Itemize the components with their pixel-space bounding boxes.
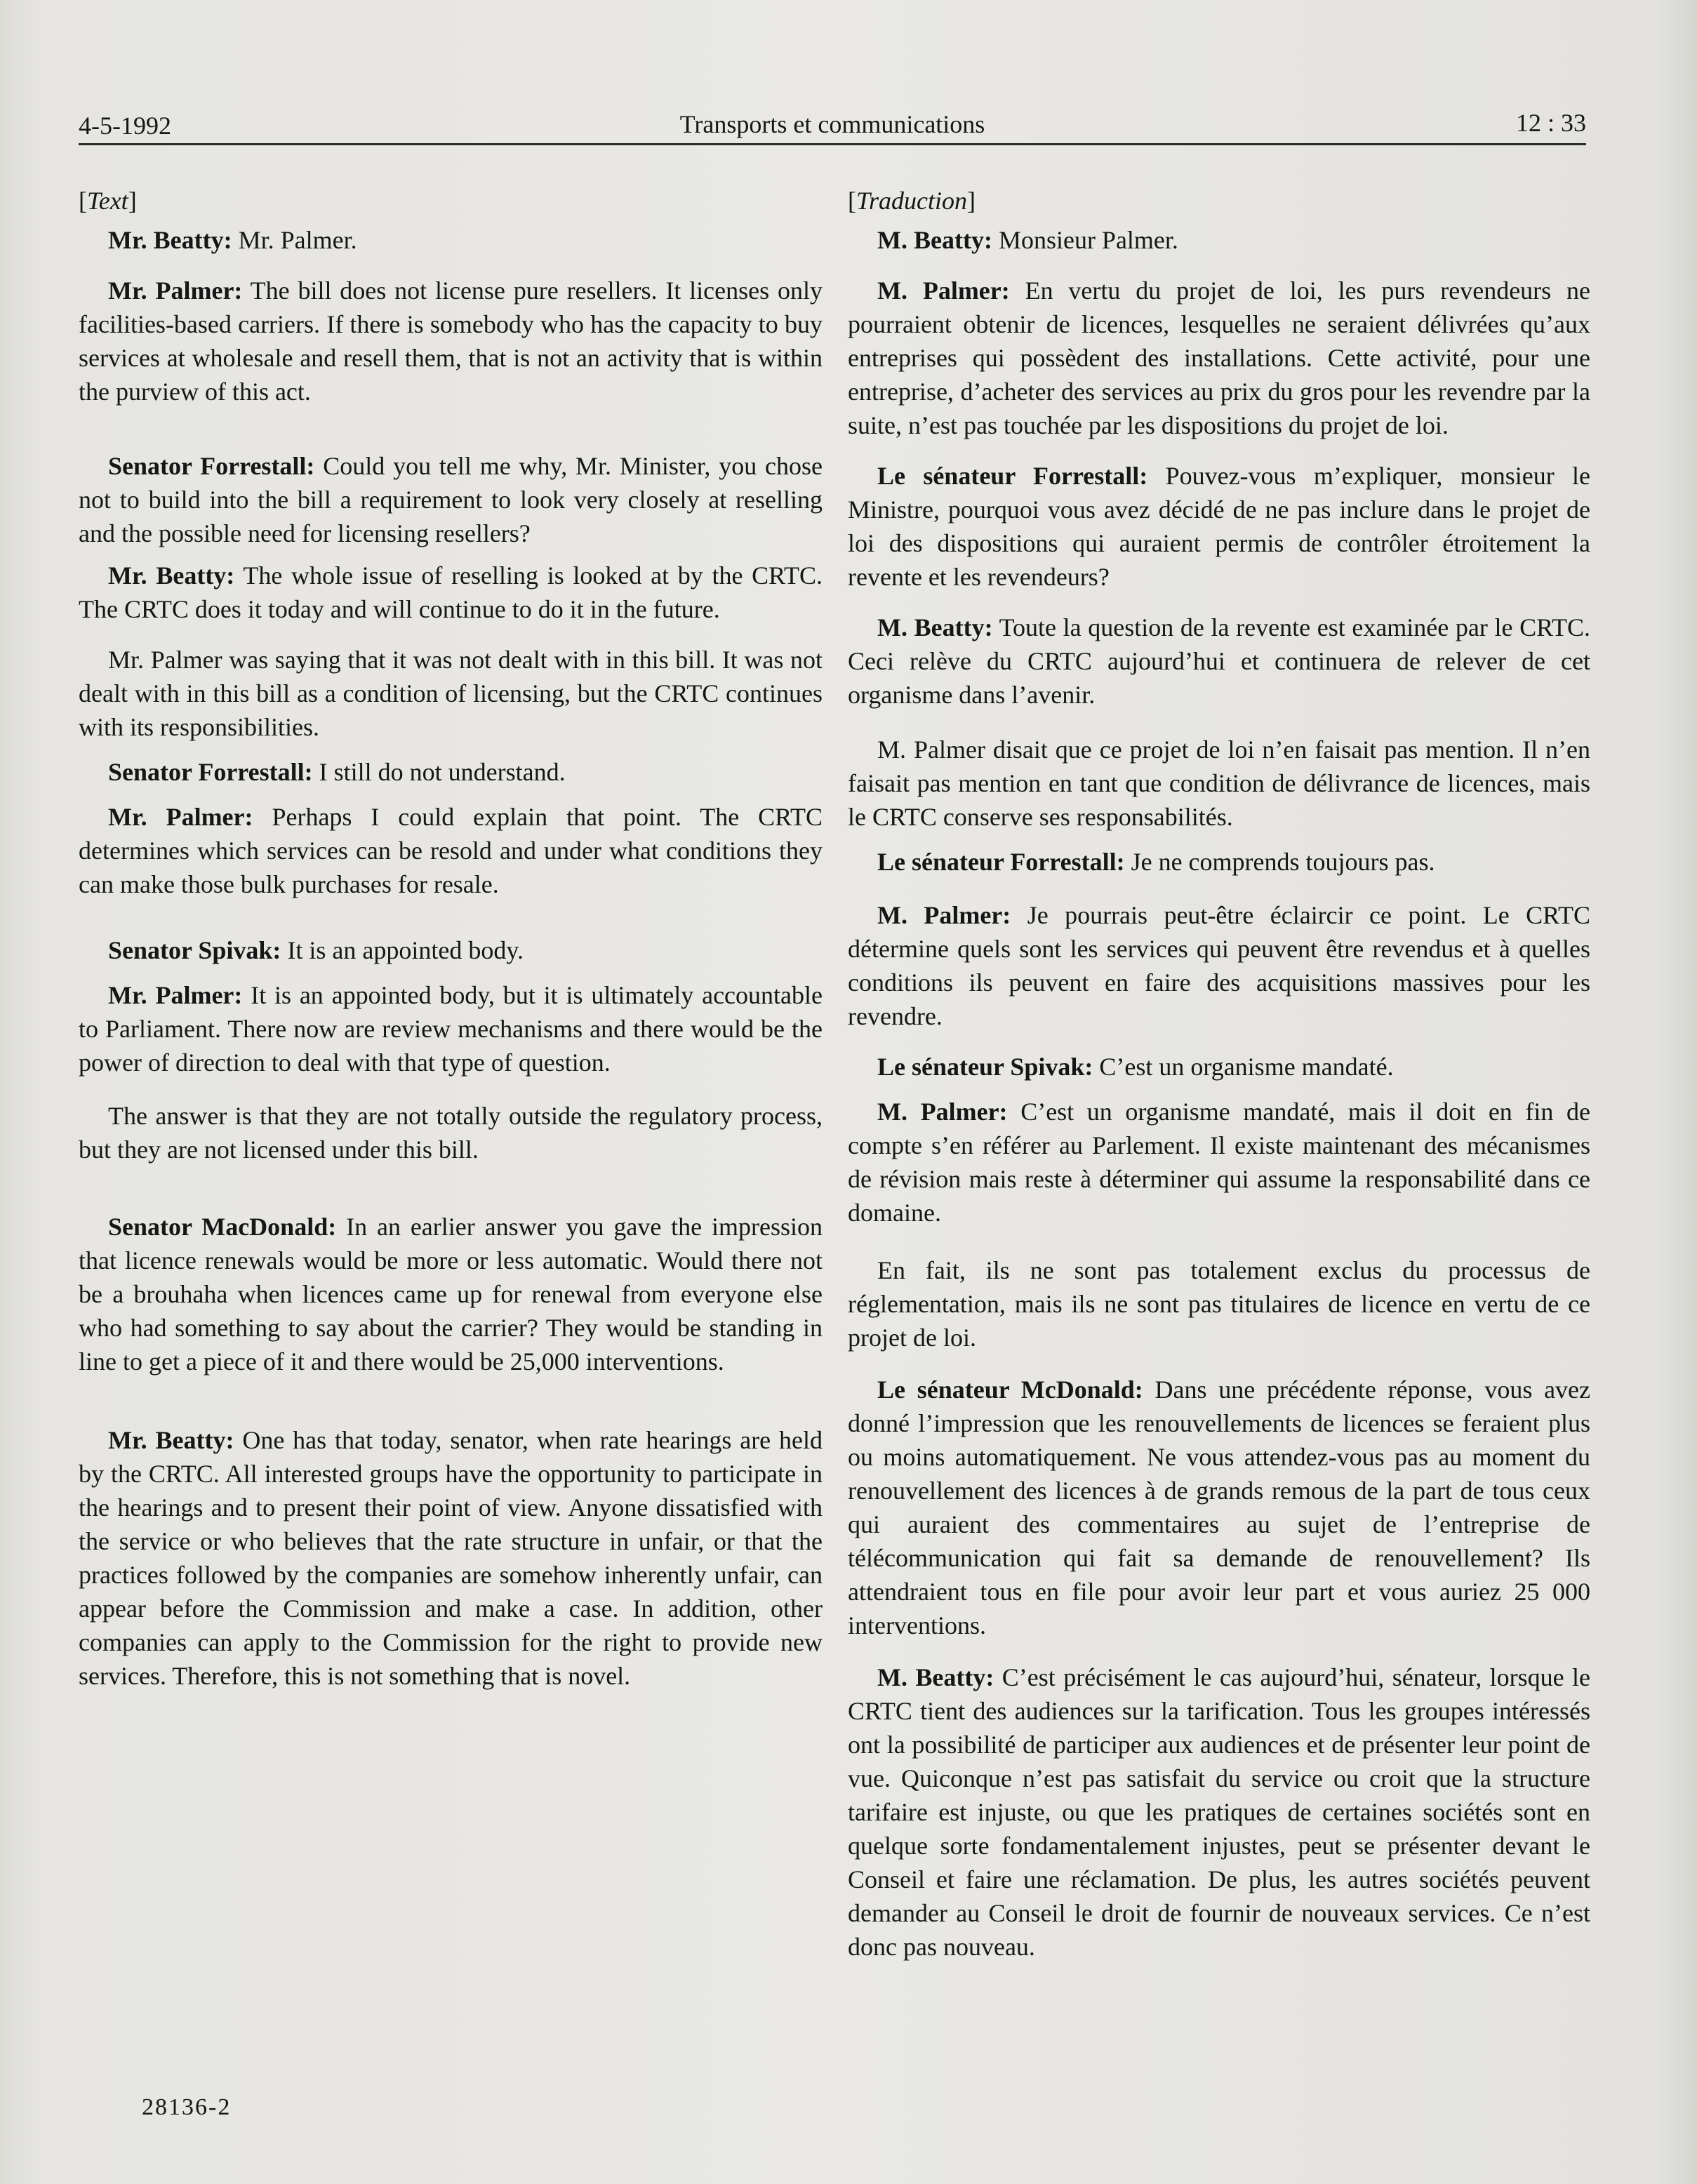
column-label-text: Traduction [856, 187, 968, 215]
speaker-name: Mr. Beatty: [108, 226, 232, 254]
speaker-name: Senator Forrestall: [108, 452, 315, 480]
paragraph [79, 933, 823, 967]
paragraph-text: En fait, ils ne sont pas totalement exclus du processus de réglementation, mais ils ne sont pas titulaires de licence en vertu de ce projet de loi. [848, 1256, 1590, 1352]
paragraph [79, 1210, 823, 1378]
paragraph-text: Toute la question de la revente est examinée par le CRTC. Ceci relève du CRTC aujourd’hui et continuera de relever de cet organisme dans l’avenir. [848, 613, 1590, 709]
paragraph-text: It is an appointed body. [287, 936, 524, 964]
speaker-name: Senator Forrestall: [108, 758, 313, 786]
paragraph [79, 1423, 823, 1693]
speaker-name: M. Beatty: [877, 226, 992, 254]
paragraph [79, 755, 823, 789]
paragraph-text: M. Palmer disait que ce projet de loi n’en faisait pas mention. Il n’en faisait pas mention en tant que condition de délivrance de licences, mais le CRTC conserve ses responsabilités. [848, 735, 1590, 831]
paragraph [848, 845, 1590, 879]
paragraph [848, 733, 1590, 834]
speaker-name: Mr. Beatty: [108, 1426, 234, 1454]
speaker-name: M. Palmer: [877, 901, 1011, 929]
paragraph [79, 978, 823, 1079]
paragraph [848, 1050, 1590, 1084]
english-column [79, 184, 823, 1693]
paragraph [79, 800, 823, 901]
paragraph-text: Pouvez-vous m’expliquer, monsieur le Ministre, pourquoi vous avez décidé de ne pas inclure dans le projet de loi des dispositions qui auraient permis de contrôler étroitement la revente et les revendeurs? [848, 462, 1590, 591]
paragraph-text: Could you tell me why, Mr. Minister, you chose not to build into the bill a requirement to look very closely at reselling and the possible need for licensing resellers? [79, 452, 823, 547]
paragraph-text: Dans une précédente réponse, vous avez donné l’impression que les renouvellements de licences se feraient plus ou moins automatiquement. Ne vous attendez-vous pas au moment du renouvellement des licences à de grands remous de la part de tous ceux qui auraient des commentaires au sujet de l’entreprise de télécommunication qui fait sa demande de renouvellement? Ils attendraient tous en file pour avoir leur part et vous auriez 25 000 interventions. [848, 1376, 1591, 1639]
paragraph-text: Monsieur Palmer. [998, 226, 1178, 254]
paragraph-text: C’est précisément le cas aujourd’hui, sénateur, lorsque le CRTC tient des audiences sur la tarification. Tous les groupes intéressés ont la possibilité de participer aux audiences et de présenter leur point de vue. Quiconque n’est pas satisfait du service ou croit que la structure tarifaire est injuste, ou que les pratiques de certaines sociétés sont en quelque sorte fondamentalement injustes, peut se présenter devant le Conseil et faire une réclamation. De plus, les autres sociétés peuvent demander au Conseil le droit de fournir de nouveaux services. Ce n’est donc pas nouveau. [848, 1663, 1590, 1961]
paragraph-text: Je ne comprends toujours pas. [1131, 848, 1435, 876]
paragraph-text: Mr. Palmer. [238, 226, 357, 254]
header-title: Transports et communications [679, 110, 985, 138]
paragraph [848, 459, 1590, 594]
speaker-name: Mr. Beatty: [108, 561, 235, 590]
speaker-name: Mr. Palmer: [108, 803, 253, 831]
paragraph-text: Perhaps I could explain that point. The CRTC determines which services can be resold and under what conditions they can make those bulk purchases for resale. [79, 803, 823, 898]
column-label: [Traduction] [848, 187, 976, 215]
paragraph-text: The bill does not license pure resellers. It licenses only facilities-based carriers. If there is somebody who has the capacity to buy services at wholesale and resell them, that is not an activity that is within the purview of this act. [79, 277, 823, 406]
speaker-name: M. Palmer: [877, 1098, 1008, 1126]
paragraph-text: One has that today, senator, when rate hearings are held by the CRTC. All interested groups have the opportunity to participate in the hearings and to present their point of view. Anyone dissatisfied with the service or who believes that the rate structure in unfair, or that the practices followed by the companies are somehow inherently unfair, can appear before the Commission and make a case. In addition, other companies can apply to the Commission for the right to provide new services. Therefore, this is not something that is novel. [79, 1426, 823, 1690]
speaker-name: Le sénateur Spivak: [877, 1053, 1093, 1081]
paragraph [848, 611, 1590, 712]
paragraph-text: En vertu du projet de loi, les purs revendeurs ne pourraient obtenir de licences, lesquelles ne seraient délivrées qu’aux entreprises qui possèdent des installations. Cette activité, pour une entreprise, d’acheter des services au prix du gros pour les revendre par la suite, n’est pas touchée par les dispositions du projet de loi. [848, 277, 1590, 439]
paragraph-text: In an earlier answer you gave the impression that licence renewals would be more or less automatic. Would there not be a brouhaha when licences came up for renewal from everyone else who had something to say about the carrier? They would be standing in line to get a piece of it and there would be 25,000 interventions. [79, 1213, 823, 1376]
paragraph-text: Je pourrais peut-être éclaircir ce point. Le CRTC détermine quels sont les services qui peuvent être revendus et à quelles conditions ils peuvent en faire des acquisitions massives pour les revendre. [848, 901, 1591, 1030]
speaker-name: Senator Spivak: [108, 936, 281, 964]
speaker-name: M. Palmer: [877, 277, 1010, 305]
paragraph-text: The answer is that they are not totally outside the regulatory process, but they are not licensed under this bill. [79, 1102, 823, 1164]
paragraph-text: It is an appointed body, but it is ultimately accountable to Parliament. There now are review mechanisms and there would be the power of direction to deal with that type of question. [79, 981, 823, 1077]
paragraph [79, 274, 823, 408]
paragraph-text: C’est un organisme mandaté, mais il doit en fin de compte s’en référer au Parlement. Il existe maintenant des mécanismes de révision mais reste à déterminer qui assume la responsabilité dans ce domaine. [848, 1098, 1591, 1227]
paragraph [848, 898, 1590, 1033]
paragraph [848, 1660, 1590, 1964]
speaker-name: Le sénateur Forrestall: [877, 462, 1148, 490]
paragraph [79, 559, 823, 626]
speaker-name: Mr. Palmer: [108, 981, 243, 1009]
speaker-name: M. Beatty: [877, 613, 993, 641]
paragraph [848, 274, 1590, 442]
paragraph-text: Mr. Palmer was saying that it was not dealt with in this bill. It was not dealt with in this bill as a condition of licensing, but the CRTC continues with its responsibilities. [79, 646, 823, 741]
paragraph [79, 643, 823, 744]
paragraph [848, 1253, 1590, 1354]
paragraph [848, 1095, 1590, 1230]
speaker-name: Le sénateur Forrestall: [877, 848, 1125, 876]
speaker-name: Le sénateur McDonald: [877, 1376, 1143, 1404]
column-label-text: Text [87, 187, 128, 215]
paragraph-text: The whole issue of reselling is looked at by the CRTC. The CRTC does it today and will continue to do it in the future. [79, 561, 823, 623]
paragraph-text: C’est un organisme mandaté. [1099, 1053, 1394, 1081]
speaker-name: Senator MacDonald: [108, 1213, 337, 1241]
paragraph [79, 449, 823, 550]
paragraph [79, 1099, 823, 1166]
french-column [848, 184, 1590, 1964]
running-header [79, 107, 1586, 145]
paragraph [848, 223, 1590, 257]
footer-code: 28136-2 [142, 2094, 232, 2120]
header-date: 4-5-1992 [79, 112, 171, 140]
speaker-name: M. Beatty: [877, 1663, 994, 1691]
paragraph [79, 223, 823, 257]
paragraph-text: I still do not understand. [319, 758, 566, 786]
column-label: [Text] [79, 187, 137, 215]
speaker-name: Mr. Palmer: [108, 277, 243, 305]
header-page-number: 12 : 33 [1515, 109, 1586, 137]
paragraph [848, 1373, 1590, 1642]
